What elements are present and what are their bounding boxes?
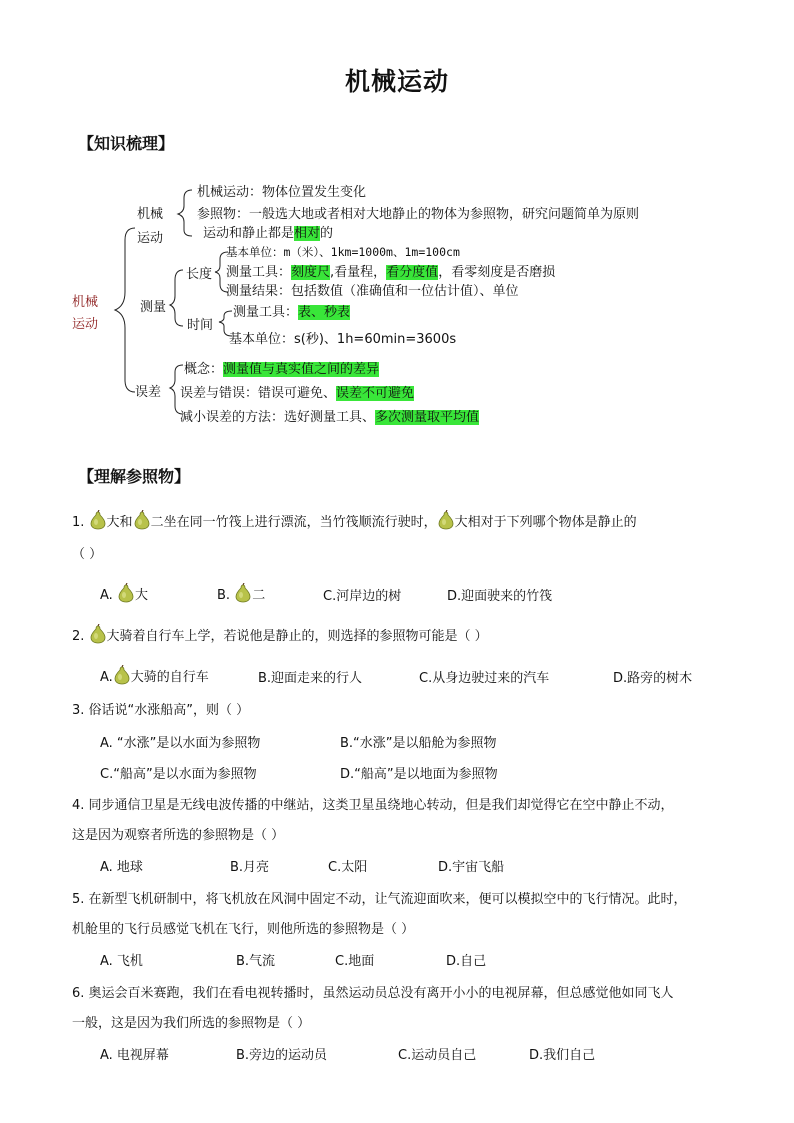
time-unit: 基本单位：s(秒)、1h=60min=3600s	[229, 332, 457, 347]
question-number: 6.	[72, 986, 85, 1001]
pear-icon	[89, 510, 107, 530]
q1-option-d[interactable]: D.迎面驶来的竹筏	[447, 589, 553, 604]
option-label: B.	[217, 588, 231, 603]
question-number: 3.	[72, 703, 85, 718]
q1-option-a[interactable]	[100, 583, 148, 603]
brace-measure	[170, 270, 183, 326]
question-number: 5.	[72, 892, 85, 907]
q1-option-c[interactable]: C.河岸边的树	[323, 589, 402, 604]
question-text: 大相对于下列哪个物体是静止的	[454, 515, 637, 530]
question-text: 同步通信卫星是无线电波传播的中继站，这类卫星虽绕地心转动，但是我们却觉得它在空中静止不动，	[88, 798, 674, 813]
branch-motion-label-line2: 运动	[137, 231, 164, 246]
option-text: 大	[134, 588, 148, 603]
error-reduce	[180, 406, 479, 425]
q4-option-c[interactable]: C.太阳	[328, 860, 368, 875]
length-tool-prefix: 测量工具：	[226, 265, 292, 280]
branch-length-label: 长度	[186, 267, 213, 282]
q1-option-b[interactable]	[217, 583, 265, 603]
brace-root	[115, 228, 135, 392]
question-3	[72, 699, 249, 718]
length-tool-suffix: ，看零刻度是否磨损	[438, 265, 556, 280]
question-text: 大和	[106, 515, 133, 530]
error-vs-mistake	[180, 382, 414, 401]
pear-icon	[133, 510, 151, 530]
motion-relative-prefix: 运动和静止都是	[203, 226, 295, 241]
branch-measure-label: 测量	[140, 300, 167, 315]
branch-motion-label-line1: 机械	[137, 207, 164, 222]
highlight-watch: 表、秒表	[298, 305, 351, 320]
time-tool	[233, 301, 350, 320]
branch-time-label: 时间	[187, 318, 214, 333]
q4-option-d[interactable]: D.宇宙飞船	[438, 860, 505, 875]
error-vs-prefix: 误差与错误：错误可避免、	[180, 386, 337, 401]
length-tool-middle: ,看量程，	[330, 265, 387, 280]
question-text: 奥运会百米赛跑，我们在看电视转播时，虽然运动员总没有离开小小的电视屏幕，但总感觉他如同飞人	[88, 986, 674, 1001]
length-tool	[226, 261, 555, 280]
q6-option-a[interactable]: A. 电视屏幕	[100, 1048, 169, 1063]
option-label: A.	[100, 670, 113, 685]
pear-icon	[437, 510, 455, 530]
question-number: 4.	[72, 798, 85, 813]
option-text: 大骑的自行车	[130, 670, 209, 685]
error-concept-prefix: 概念：	[184, 362, 224, 377]
question-text: 大骑着自行车上学，若说他是静止的，则选择的参照物可能是（ ）	[106, 629, 488, 644]
q5-option-a[interactable]: A. 飞机	[100, 954, 143, 969]
branch-error-label: 误差	[135, 385, 162, 400]
q6-option-c[interactable]: C.运动员自己	[398, 1048, 477, 1063]
q5-option-d[interactable]: D.自己	[446, 954, 487, 969]
q3-option-c[interactable]: C.“船高”是以水面为参照物	[100, 767, 257, 782]
q2-option-a[interactable]	[100, 665, 209, 685]
option-text: 二	[252, 588, 266, 603]
pear-icon	[113, 665, 131, 685]
time-tool-prefix: 测量工具：	[233, 305, 299, 320]
mindmap-root-line2: 运动	[72, 317, 99, 332]
error-concept	[184, 358, 379, 377]
q2-option-b[interactable]: B.迎面走来的行人	[258, 671, 363, 686]
highlight-relative: 相对	[294, 226, 321, 241]
q6-option-d[interactable]: D.我们自己	[529, 1048, 596, 1063]
highlight-average: 多次测量取平均值	[375, 410, 480, 425]
length-result: 测量结果：包括数值（准确值和一位估计值）、单位	[226, 284, 519, 299]
branch-motion-label	[137, 203, 163, 251]
question-1	[72, 510, 637, 530]
mindmap-root	[72, 292, 98, 336]
question-5-line2: 机舱里的飞行员感觉飞机在飞行，则他所选的参照物是（ ）	[72, 922, 415, 937]
section-heading-reference: 【理解参照物】	[78, 467, 191, 486]
error-reduce-prefix: 减小误差的方法：选好测量工具、	[180, 410, 376, 425]
highlight-ruler: 刻度尺	[291, 265, 331, 280]
option-label: A.	[100, 588, 113, 603]
question-4	[72, 794, 674, 813]
section-heading-knowledge: 【知识梳理】	[78, 134, 175, 153]
q3-option-a[interactable]: A. “水涨”是以水面为参照物	[100, 736, 261, 751]
pear-icon	[234, 583, 252, 603]
highlight-unavoidable: 误差不可避免	[336, 386, 415, 401]
q5-option-c[interactable]: C.地面	[335, 954, 375, 969]
motion-definition: 机械运动：物体位置发生变化	[197, 185, 367, 200]
question-text: 俗话说“水涨船高”，则（ ）	[88, 703, 250, 718]
highlight-error-concept: 测量值与真实值之间的差异	[223, 362, 380, 377]
question-6	[72, 982, 674, 1001]
pear-icon	[89, 624, 107, 644]
question-number: 1.	[72, 515, 85, 530]
question-2	[72, 624, 488, 644]
question-number: 2.	[72, 629, 85, 644]
q3-option-d[interactable]: D.“船高”是以地面为参照物	[340, 767, 498, 782]
q3-option-b[interactable]: B.“水涨”是以船舱为参照物	[340, 736, 497, 751]
pear-icon	[117, 583, 135, 603]
question-text: 在新型飞机研制中，将飞机放在风洞中固定不动，让气流迎面吹来，便可以模拟空中的飞行情况。此时，	[88, 892, 687, 907]
question-6-line2: 一般，这是因为我们所选的参照物是（ ）	[72, 1016, 311, 1031]
brace-motion	[178, 190, 192, 236]
motion-reference: 参照物：一般选大地或者相对大地静止的物体为参照物，研究问题简单为原则	[197, 207, 640, 222]
q5-option-b[interactable]: B.气流	[236, 954, 276, 969]
motion-relative-suffix: 的	[320, 226, 334, 241]
q4-option-b[interactable]: B.月亮	[230, 860, 270, 875]
highlight-division-value: 看分度值	[386, 265, 439, 280]
motion-relative	[203, 222, 333, 241]
q4-option-a[interactable]: A. 地球	[100, 860, 143, 875]
mindmap-root-line1: 机械	[72, 295, 99, 310]
q2-option-c[interactable]: C.从身边驶过来的汽车	[419, 671, 550, 686]
question-4-line2: 这是因为观察者所选的参照物是（ ）	[72, 828, 285, 843]
question-1-blank: （ ）	[72, 547, 103, 562]
length-unit: 基本单位：m（米）、1km=1000m、1m=100cm	[226, 245, 460, 259]
q6-option-b[interactable]: B.旁边的运动员	[236, 1048, 328, 1063]
question-5	[72, 888, 687, 907]
page-title: 机械运动	[344, 67, 449, 96]
question-text: 二坐在同一竹筏上进行漂流，当竹筏顺流行驶时，	[150, 515, 437, 530]
q2-option-d[interactable]: D.路旁的树木	[613, 671, 693, 686]
